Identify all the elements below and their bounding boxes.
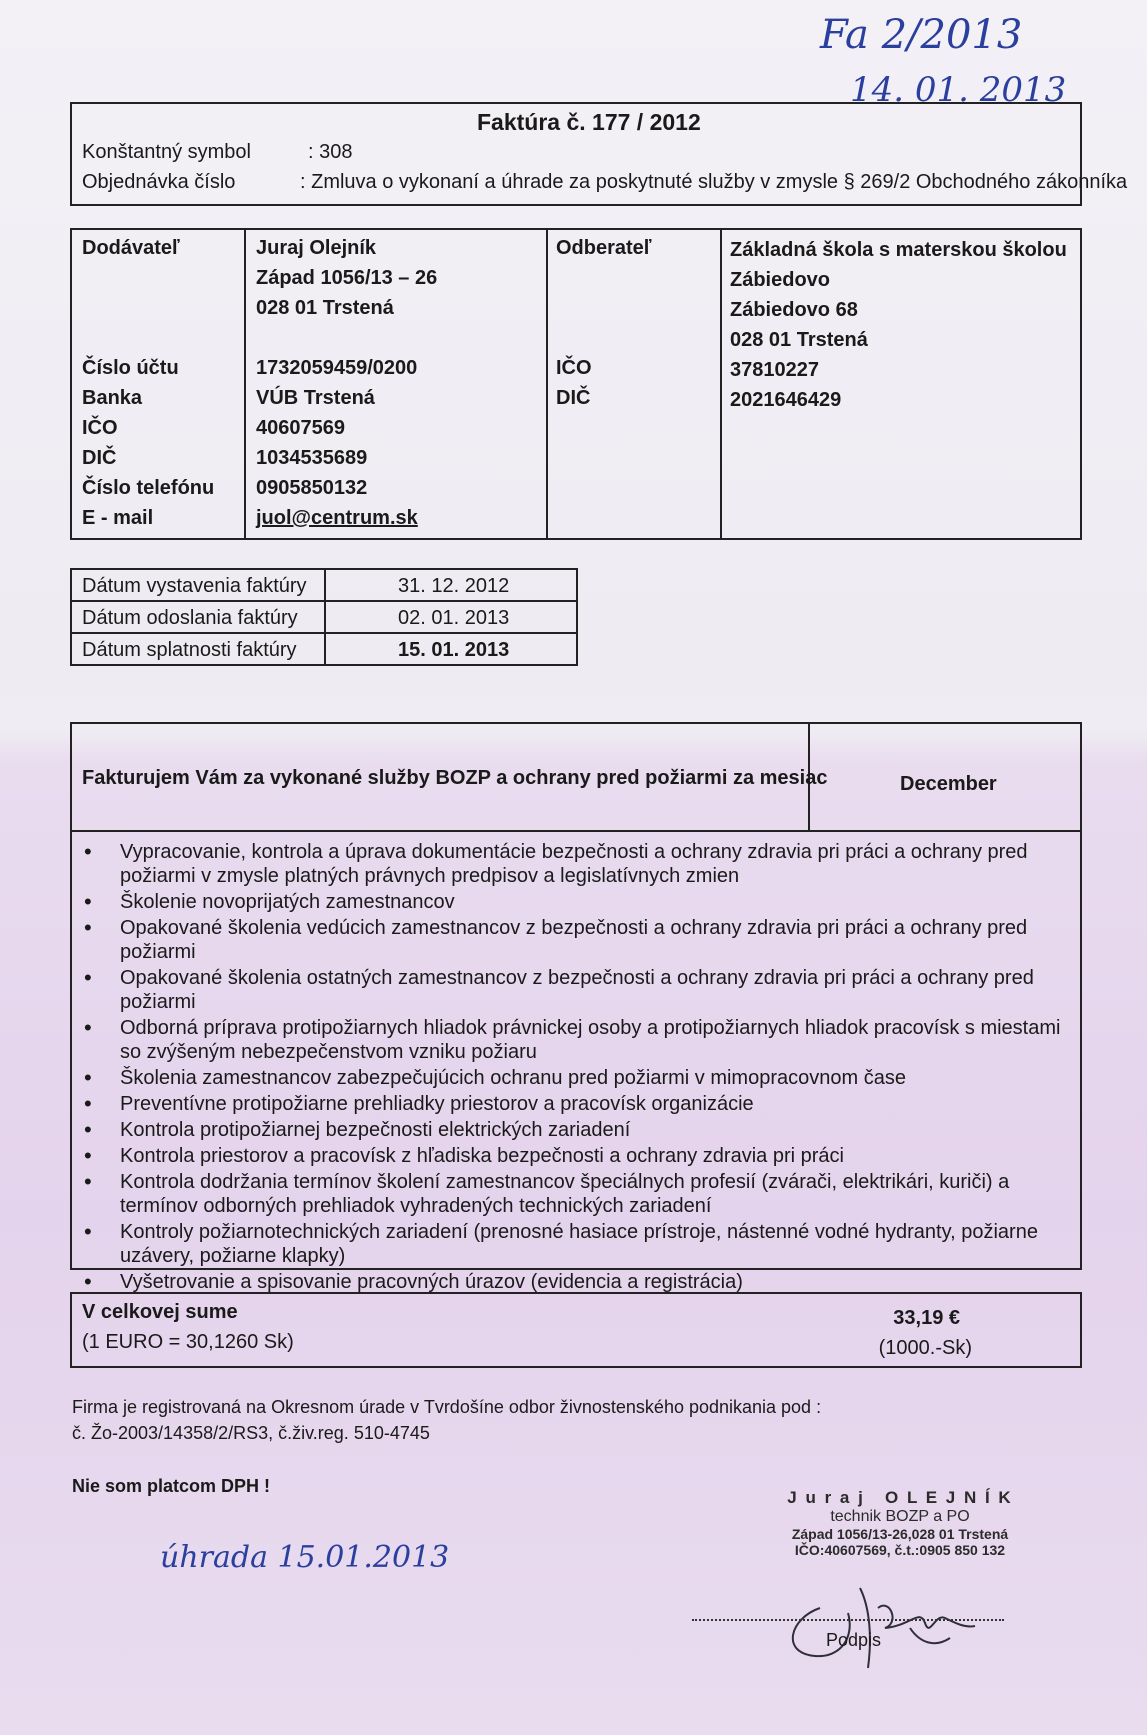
stamp-ids: IČO:40607569, č.t.:0905 850 132 xyxy=(794,1542,1006,1558)
handwritten-payment-note: úhrada 15.01.2013 xyxy=(160,1540,450,1575)
due-date-value: 15. 01. 2013 xyxy=(398,639,510,661)
handwritten-date: 14. 01. 2013 xyxy=(850,70,1067,110)
supplier-values xyxy=(256,356,418,536)
invoice-title: Faktúra č. 177 / 2012 xyxy=(477,109,701,135)
total-amount-sk: (1000.-Sk) xyxy=(878,1337,972,1359)
customer-name-2: Zábiedovo xyxy=(730,269,831,291)
list-item: • Kontrola protipožiarnej bezpečnosti elektrických zariadení xyxy=(72,1118,1072,1142)
list-item: • Kontroly požiarnotechnických zariadení (prenosné hasiace prístroje, nástenné vodné hydranty, požiarne uzávery, požiarne klapky) xyxy=(72,1220,1072,1268)
stamp-role: technik BOZP a PO xyxy=(830,1508,970,1525)
constant-symbol-label: Konštantný symbol xyxy=(82,141,251,163)
constant-symbol-value: : 308 xyxy=(308,141,353,163)
parties-table xyxy=(70,228,1082,540)
ico-value: 40607569 xyxy=(256,417,345,439)
customer-label: Odberateľ xyxy=(556,237,652,259)
dates-table xyxy=(70,568,578,666)
list-item: • Vyšetrovanie a spisovanie pracovných úrazov (evidencia a registrácia) xyxy=(72,1270,1072,1294)
services-table xyxy=(70,722,1082,1293)
handwritten-signature xyxy=(760,1568,1020,1678)
customer-city: 028 01 Trstená xyxy=(730,329,868,351)
customer-name-1: Základná škola s materskou školou xyxy=(730,239,1067,261)
due-date-label: Dátum splatnosti faktúry xyxy=(82,639,297,661)
total-label: V celkovej sume xyxy=(82,1301,238,1323)
bank-label: Banka xyxy=(82,387,143,409)
exchange-rate: (1 EURO = 30,1260 Sk) xyxy=(82,1331,294,1353)
dic-label: DIČ xyxy=(82,447,117,469)
list-item: • Školenie novoprijatých zamestnancov xyxy=(72,890,1072,914)
signature-label: Podpis xyxy=(826,1630,882,1650)
order-number-value: : Zmluva o vykonaní a úhrade za poskytnuté služby v zmysle § 269/2 Obchodného zákonníka xyxy=(300,171,1128,193)
total-amount: 33,19 € xyxy=(893,1307,960,1329)
customer-dic-label: DIČ xyxy=(556,387,591,409)
registration-line-1: Firma je registrovaná na Okresnom úrade v Tvrdošíne odbor živnostenského podnikania pod : xyxy=(72,1397,822,1417)
customer-street: Zábiedovo 68 xyxy=(730,299,858,321)
services-list xyxy=(72,840,1072,1296)
ico-label: IČO xyxy=(82,417,118,439)
dic-value: 1034535689 xyxy=(256,447,368,469)
sent-date-value: 02. 01. 2013 xyxy=(398,607,510,629)
supplier-street: Západ 1056/13 – 26 xyxy=(256,267,438,289)
account-label: Číslo účtu xyxy=(82,357,179,379)
billing-month: December xyxy=(900,773,997,795)
customer-ico: 37810227 xyxy=(730,359,819,381)
handwritten-reference: Fa 2/2013 xyxy=(820,12,1023,58)
supplier-city: 028 01 Trstená xyxy=(256,297,394,319)
stamp-address: Západ 1056/13-26,028 01 Trstená xyxy=(791,1526,1009,1542)
email-label: E - mail xyxy=(82,507,154,529)
account-value: 1732059459/0200 xyxy=(256,357,418,379)
services-heading: Fakturujem Vám za vykonané služby BOZP a ochrany pred požiarmi za mesiac xyxy=(82,767,828,789)
supplier-label: Dodávateľ xyxy=(82,237,180,259)
issue-date-value: 31. 12. 2012 xyxy=(398,575,510,597)
customer-dic: 2021646429 xyxy=(730,389,842,411)
supplier-fields xyxy=(82,356,214,536)
registration-line-2: č. Žo-2003/14358/2/RS3, č.živ.reg. 510-4745 xyxy=(72,1423,430,1443)
list-item: • Vypracovanie, kontrola a úprava dokumentácie bezpečnosti a ochrany zdravia pri práci a ochrany pred požiarmi v zmysle platných právnych predpisov a legislatívnych zmien xyxy=(72,840,1072,888)
issue-date-label: Dátum vystavenia faktúry xyxy=(82,575,307,597)
order-number-label: Objednávka číslo xyxy=(82,171,236,193)
stamp-name: J u r a j O L E J N Í K xyxy=(787,1488,1013,1507)
total-box xyxy=(70,1292,1082,1368)
list-item: • Opakované školenia vedúcich zamestnancov z bezpečnosti a ochrany zdravia pri práci a ochrany pred požiarmi xyxy=(72,916,1072,964)
date-row xyxy=(72,602,576,634)
date-row xyxy=(72,570,576,602)
list-item: • Odborná príprava protipožiarnych hliadok právnickej osoby a protipožiarnych hliadok pracovísk s miestami so zvýšeným nebezpečenstvom vzniku požiaru xyxy=(72,1016,1072,1064)
phone-value: 0905850132 xyxy=(256,477,368,499)
list-item: • Opakované školenia ostatných zamestnancov z bezpečnosti a ochrany zdravia pri práci a ochrany pred požiarmi xyxy=(72,966,1072,1014)
phone-label: Číslo telefónu xyxy=(82,477,215,499)
list-item: • Kontrola priestorov a pracovísk z hľadiska bezpečnosti a ochrany zdravia pri práci xyxy=(72,1144,1072,1168)
invoice-header xyxy=(70,102,1128,206)
list-item: • Preventívne protipožiarne prehliadky priestorov a pracovísk organizácie xyxy=(72,1092,1072,1116)
list-item: • Školenia zamestnancov zabezpečujúcich ochranu pred požiarmi v mimopracovnom čase xyxy=(72,1066,1072,1090)
customer-ico-label: IČO xyxy=(556,357,592,379)
sent-date-label: Dátum odoslania faktúry xyxy=(82,607,298,629)
bank-value: VÚB Trstená xyxy=(256,387,375,409)
email-link[interactable]: juol@centrum.sk xyxy=(256,507,418,529)
registration-info xyxy=(72,1394,821,1446)
signature-line xyxy=(692,1619,1004,1621)
date-row xyxy=(72,634,576,664)
vat-note: Nie som platcom DPH ! xyxy=(72,1476,271,1496)
company-stamp xyxy=(740,1488,1060,1558)
list-item: • Kontrola dodržania termínov školení zamestnancov špeciálnych profesií (zvárači, elektrikári, kuriči) a termínov odborných prehliadok vyhradených technických zariadení xyxy=(72,1170,1072,1218)
supplier-name: Juraj Olejník xyxy=(256,237,377,259)
